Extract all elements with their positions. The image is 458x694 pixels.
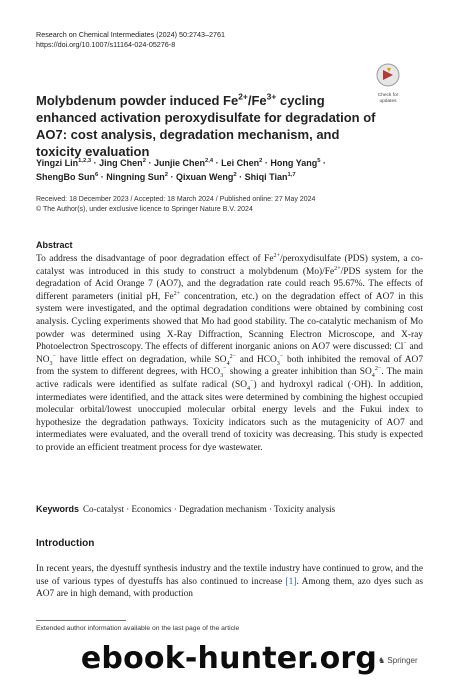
abstract-heading: Abstract <box>36 240 73 250</box>
springer-horse-icon: ♞ <box>378 656 386 665</box>
author[interactable]: Jing Chen$^2$ <box>99 158 146 168</box>
author[interactable]: Hong Yang$^5$ <box>270 158 321 168</box>
check-for-updates-badge[interactable] <box>372 62 404 104</box>
journal-doi-link[interactable]: https://doi.org/10.1007/s11164-024-05276-8 <box>36 40 176 49</box>
keywords-label: Keywords <box>36 504 80 514</box>
author[interactable]: ShengBo Sun$^6$ <box>36 172 99 182</box>
journal-citation: Research on Chemical Intermediates (2024) 50:2743–2761 <box>36 30 225 39</box>
publication-dates <box>36 195 315 215</box>
article-title: Molybdenum powder induced $Fe^{2+}/Fe^{3+}$ cycling enhanced activation peroxydisulfate for degradation of AO7: cost analysis, degradation mechanism, and toxicity evaluation <box>36 91 376 159</box>
author[interactable]: Ningning Sun$^2$ <box>106 172 169 182</box>
introduction-heading: Introduction <box>36 538 95 549</box>
keywords-list: Co-catalyst · Economics · Degradation mechanism · Toxicity analysis <box>83 504 336 514</box>
abstract-text: To address the disadvantage of poor degradation effect of $Fe^{2+}$/peroxydisulfate (PDS) system, a co-catalyst was introduced in this study to construct a molybdenum $(Mo)/Fe^{2+}$/PDS system for the degradation of Acid Orange 7 (AO7), and the degradation rate could reach 95.67%. The effects of different parameters (initial pH, $Fe^{2+}$ concentration, etc.) on the degradation effect of AO7 in this system were investigated, and the optimal degradation conditions were obtained by combining cost analysis. Cycling experiments showed that Mo had good stability. The co-catalytic mechanism of Mo powder was determined using X-Ray Diffraction, Scanning Electron Microscope, and X-ray Photoelectron Spectroscopy. The effects of different inorganic anions on AO7 were discussed: Cl− and $NO_3^-$ have little effect on degradation, while $SO_4^{2-}$ and $HCO_3^-$ both inhibited the removal of AO7 from the system to different degrees, with $HCO_3^-$ showing a greater inhibition than $SO_4^{2-}$. The main active radicals were identified as sulfate radical $(SO_4^-)$ and hydroxyl radical (·OH). In addition, intermediates were identified, and the attack sites were determined by combining the highest occupied molecular orbital/lowest unoccupied molecular orbital energy levels and the Fukui index to hypothesize the degradation pathways. Toxicity indicators such as the mutagenicity of AO7 and intermediates were evaluated, and the overall trend of toxicity was decreasing. This study is expected to provide an efficient treatment process for dye wastewater. <box>36 252 424 453</box>
keywords <box>36 503 426 515</box>
author[interactable]: Qixuan Weng$^2$ <box>176 172 237 182</box>
journal-header <box>36 30 225 50</box>
footnote: Extended author information available on the last page of the article <box>36 625 240 632</box>
author[interactable]: Yingzi Lin$^{1,2,3}$ <box>36 158 92 168</box>
watermark: ebook-hunter.org <box>80 641 378 676</box>
author[interactable]: Lei Chen$^2$ <box>221 158 263 168</box>
author-list: Yingzi Lin$^{1,2,3}$ · Jing Chen$^2$ · Junjie Chen$^{2,4}$ · Lei Chen$^2$ · Hong Yang$^5$ · ShengBo Sun$^6$ · Ningning Sun$^2$ · Qixuan Weng$^2$ · Shiqi Tian$^{1,7}$ <box>36 158 326 182</box>
history-dates: Received: 18 December 2023 / Accepted: 18 March 2024 / Published online: 27 May 2024 <box>36 196 316 203</box>
introduction-text: In recent years, the dyestuff synthesis industry and the textile industry have continued to grow, and the use of various types of dyestuffs has also continued to increase [1]. Among them, azo dyes such as AO7 are in high demand, with production <box>36 564 423 600</box>
check-for-updates-icon <box>375 62 401 88</box>
badge-label: Check for updates <box>377 93 399 104</box>
publisher-logo: ♞ Springer <box>378 656 418 665</box>
footnote-divider <box>36 620 126 621</box>
author[interactable]: Shiqi Tian$^{1,7}$ <box>244 172 296 182</box>
copyright-line: © The Author(s), under exclusive licence to Springer Nature B.V. 2024 <box>36 206 253 213</box>
reference-link[interactable]: [1] <box>285 576 297 587</box>
author[interactable]: Junjie Chen$^{2,4}$ <box>153 158 214 168</box>
